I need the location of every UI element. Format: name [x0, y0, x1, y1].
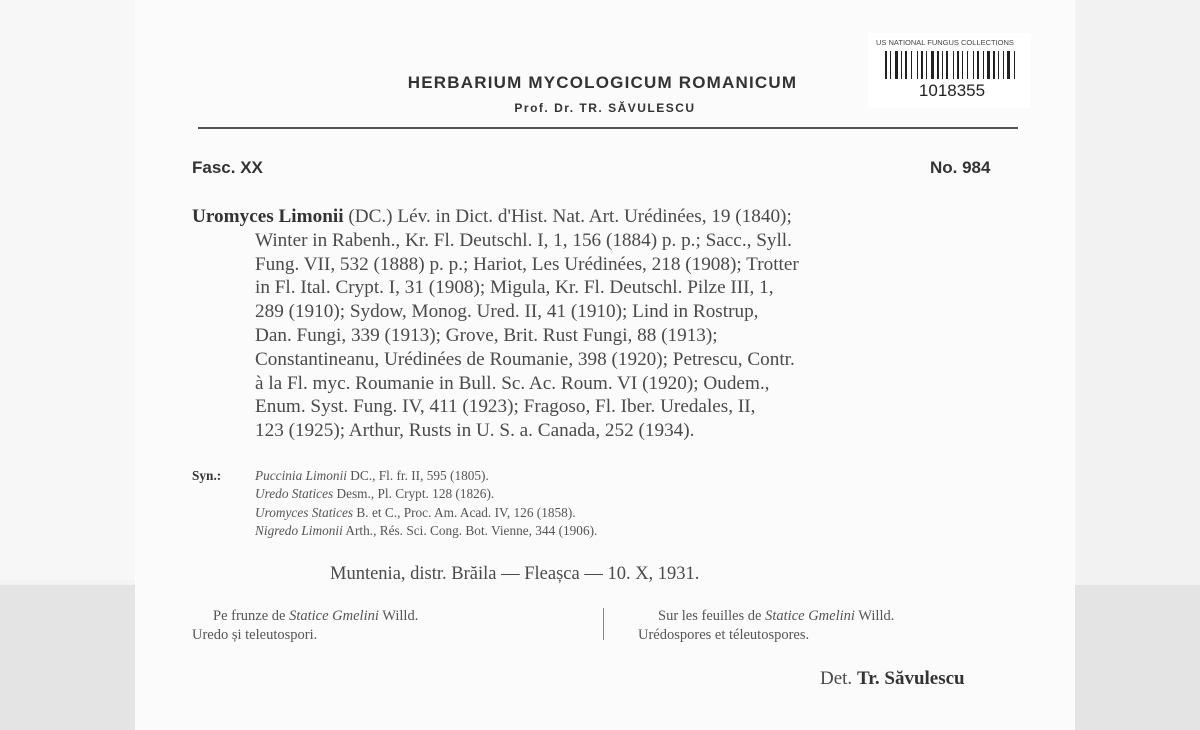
synonym-name: Puccinia Limonii — [255, 468, 347, 483]
synonym-entry — [192, 467, 912, 485]
synonyms-block — [192, 467, 912, 541]
barcode-label — [868, 33, 1030, 108]
host-romanian-line-1 — [192, 607, 587, 626]
host-romanian-line-2: Uredo și teleutospori. — [192, 626, 318, 643]
host-romanian-species: Statice Gmelini — [289, 608, 379, 624]
citation-line: 289 (1910); Sydow, Monog. Ured. II, 41 (1910); Lind in Rostrup, — [255, 301, 759, 323]
host-romanian — [192, 607, 587, 644]
citation-line: in Fl. Ital. Crypt. I, 31 (1908); Migula, Kr. Fl. Deutschl. Pilze III, 1, — [255, 277, 774, 299]
synonyms-label: Syn.: — [192, 468, 222, 483]
determiner — [820, 668, 1030, 690]
citation-line: à la Fl. myc. Roumanie in Bull. Sc. Ac. Roum. VI (1920); Oudem., — [255, 372, 770, 394]
specimen-number: No. 984 — [930, 158, 991, 177]
herbarium-subtitle: Prof. Dr. TR. SĂVULESCU — [514, 101, 696, 115]
synonym-ref: Arth., Rés. Sci. Cong. Bot. Vienne, 344 (1906). — [342, 523, 598, 539]
host-french-line-2: Urédospores et téleutospores. — [638, 626, 810, 643]
synonym-ref: B. et C., Proc. Am. Acad. IV, 126 (1858). — [353, 504, 576, 520]
host-french-prefix: Sur les feuilles de — [658, 608, 766, 624]
host-divider — [603, 608, 604, 640]
taxon-name: Uromyces Limonii — [192, 206, 344, 227]
synonym-name: Nigredo Limonii — [255, 523, 343, 539]
synonym-name: Uredo Statices — [255, 486, 334, 502]
determiner-name: Tr. Săvulescu — [856, 668, 965, 689]
host-french-line-1 — [638, 607, 1038, 626]
citation-line-1 — [192, 205, 1020, 229]
synonym-ref: DC., Fl. fr. II, 595 (1805). — [346, 468, 489, 483]
sheet-background-right — [1075, 0, 1200, 590]
header-rule — [198, 127, 1018, 129]
synonym-ref: Desm., Pl. Crypt. 128 (1826). — [333, 486, 495, 502]
citation-line: Fung. VII, 532 (1888) p. p.; Hariot, Les Urédinées, 218 (1908); Trotter — [255, 253, 799, 275]
citation-line: Winter in Rabenh., Kr. Fl. Deutschl. I, 1, 156 (1884) p. p.; Sacc., Syll. — [255, 229, 792, 251]
herbarium-title: HERBARIUM MYCOLOGICUM ROMANICUM — [407, 73, 798, 92]
host-french-author: Willd. — [854, 608, 895, 624]
citation-line: Constantineanu, Urédinées de Roumanie, 398 (1920); Petrescu, Contr. — [255, 348, 795, 370]
host-romanian-prefix: Pe frunze de — [213, 608, 290, 624]
citation-line: (DC.) Lév. in Dict. d'Hist. Nat. Art. Urédinées, 19 (1840); — [343, 206, 792, 227]
host-french — [638, 607, 1038, 644]
citation-line: Enum. Syst. Fung. IV, 411 (1923); Fragoso, Fl. Iber. Uredales, II, — [255, 396, 756, 418]
citation-block — [192, 205, 1020, 443]
synonym-entry — [192, 485, 912, 503]
sheet-background-left — [0, 0, 135, 580]
citation-line: 123 (1925); Arthur, Rusts in U. S. a. Canada, 252 (1934). — [255, 420, 695, 442]
synonym-entry — [192, 504, 912, 522]
synonym-name: Uromyces Statices — [255, 504, 354, 520]
host-french-species: Statice Gmelini — [765, 608, 855, 624]
fascicle-label: Fasc. XX — [192, 158, 263, 177]
locality-line: Muntenia, distr. Brăila — Fleașca — 10. X, 1931. — [330, 564, 700, 584]
determiner-prefix: Det. — [820, 668, 857, 689]
barcode-number: 1018355 — [918, 81, 986, 100]
barcode-icon — [885, 51, 1017, 79]
host-romanian-author: Willd. — [378, 608, 419, 624]
barcode-caption: US NATIONAL FUNGUS COLLECTIONS — [876, 38, 1014, 47]
synonym-entry — [192, 522, 912, 540]
citation-line: Dan. Fungi, 339 (1913); Grove, Brit. Rust Fungi, 88 (1913); — [255, 324, 718, 346]
